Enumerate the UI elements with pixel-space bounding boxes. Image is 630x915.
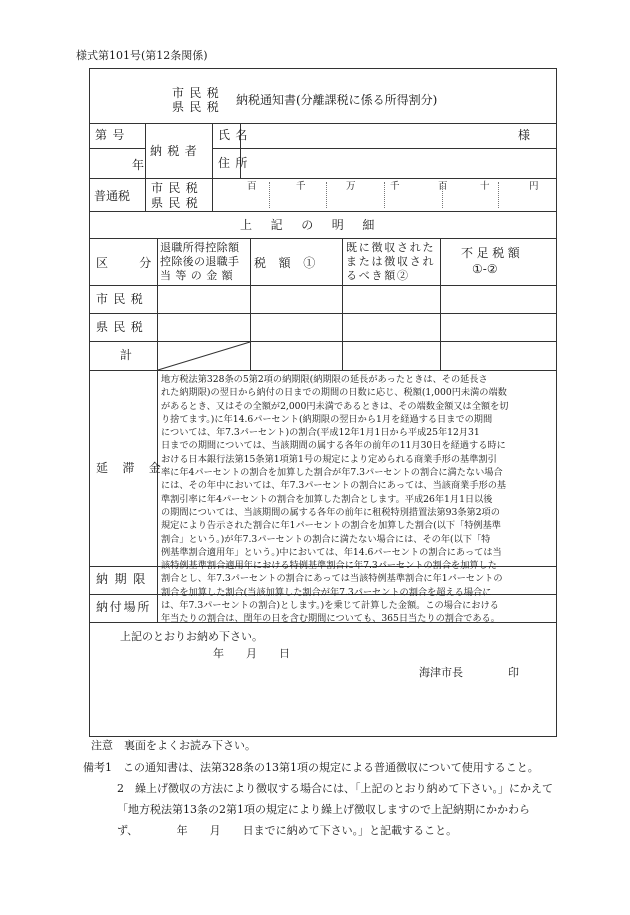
digit-unit: 万 [346,181,356,192]
late-fee-line: 地方税法第328条の5第2項の納期限(納期限の延長があったときは、その延長さ [161,374,488,385]
col-amount-line: 控除後の退職手 [160,255,240,268]
issuer: 海津市長 [419,666,463,679]
col-amount-line: 退職所得控除額 [160,241,240,254]
digit-unit: 百 [438,181,448,192]
late-fee-line: については、年7.3パーセント)の割合(平成12年1月1日から平成25年12月31 [161,427,480,439]
header-pref-tax: 県民税 [172,100,225,114]
note-2: 2 繰上げ徴収の方法により徴収する場合には、「上記のとおり納めて下さい。」にかえて [117,782,553,795]
late-fee-line: 割合とし、年7.3パーセントの割合にあっては当該特例基準割合に年1パーセントの [161,573,503,585]
name-suffix: 様 [518,128,531,142]
late-fee-line: 準割引率に年4パーセントの割合を加算した割合とします。平成26年1月1日以後 [161,493,493,505]
col-collected-line: 既に徴収された [346,241,436,254]
digit-unit: 十 [480,181,490,192]
note-2-cont: 「地方税法第13条の2第1項の規定により繰上げ徴収しますので上記納期にかかわら [117,803,530,816]
form-title: 様式第101号(第12条関係) [76,49,208,62]
late-fee-line: の期間については、当該期間の属する各年の前年に租税特別措置法第93条第2項の [161,506,500,518]
address-label: 住所 [218,156,253,170]
ordinary-city-tax: 市民税 [151,181,204,195]
late-fee-line: おける日本銀行法第15条第1項第1号の規定により定められる商業手形の基準割引 [161,453,497,465]
header-city-tax: 市民税 [172,86,225,100]
digit-unit: 千 [390,181,400,192]
col-amount-line: 当等の金額 [160,269,237,282]
late-fee-line: 例基準割合適用年」という。)中においては、年14.6パーセントの割合にあっては当 [161,546,502,558]
col-tax: 税額① [254,256,328,270]
ordinary-pref-tax: 県民税 [151,196,204,210]
late-fee-text [161,373,509,626]
details-heading: 上記の明細 [240,218,394,232]
note-1: 備考1 この通知書は、法第328条の13第1項の規定による普通徴収について使用すること。 [83,761,539,774]
digit-unit: 千 [296,181,306,192]
due-date-label: 納期限 [96,572,152,586]
late-fee-line: には、その年中においては、年7.3パーセントの割合にあっては、当該商業手形の基 [161,480,507,492]
late-fee-line: 年当たりの割合は、閏年の日を含む期間についても、365日当たりの割合である。 [161,613,500,625]
late-fee-line: り捨てます。)に年14.6パーセント(納期限の翌日から1月を経過する日までの期間 [161,413,493,425]
late-fee-line: 規定により告示された割合に年1パーセントの割合を加算した割合(以下「特例基準 [161,520,501,532]
diagonal-strike [157,341,251,371]
late-fee-line: 割合」という。)が年7.3パーセントの割合に満たない場合には、その年(以下「特 [161,533,491,545]
notice-title: 納税通知書(分離課税に係る所得割分) [236,93,438,107]
late-fee-line: 日までの期間については、当該期間の属する各年の前年の11月30日を経過する時に [161,440,506,452]
note-2-cont: ず、 年 月 日までに納めて下さい。」と記載すること。 [117,824,458,837]
late-fee-label: 延滞金 [96,461,176,475]
col-shortfall-line: 不足税額 [461,246,524,260]
row-label: 市民税 [96,292,149,306]
seal: 印 [508,666,519,679]
late-fee-line: 率に年4パーセントの割合を加算した割合が年7.3パーセントの割合に満たない場合 [161,467,503,479]
col-shortfall-line: ①-② [472,262,498,276]
late-fee-line: れた納期限)の翌日から納付の日までの期間の日数に応じ、税額(1,000円未満の端数 [161,387,507,399]
closing-date: 年 月 日 [213,647,290,660]
col-collected-line: るべき額② [346,269,410,282]
digit-unit: 円 [529,181,539,192]
digit-unit: 百 [247,181,257,192]
number-label: 第号 [95,128,130,142]
year-label: 年 [132,158,145,172]
ordinary-label: 普通税 [94,189,131,203]
row-label: 計 [120,348,133,362]
late-fee-line: は、年7.3パーセントの割合)とします。)を乗じて計算した金額。この場合における [161,600,499,612]
closing-message: 上記のとおりお納め下さい。 [120,630,263,643]
late-fee-line: 該特例基準割合適用年における特例基準割合に年7.3パーセントの割合を加算した [161,560,497,572]
row-label: 県民税 [96,320,149,334]
caution: 注意 裏面をよくお読み下さい。 [91,739,256,752]
col-division: 区分 [96,256,183,270]
late-fee-line: があるとき、又はその全額が2,000円未満であるときは、その端数金額又は全額を切 [161,400,509,412]
name-label: 氏名 [218,128,253,142]
payer-label: 納税者 [150,144,203,158]
payment-place-label: 納付場所 [96,600,152,614]
late-fee-line: 割合を加算した割合(当該加算した割合が年7.3パーセントの割合を超える場合に [161,586,492,598]
col-collected-line: または徴収され [346,255,436,268]
